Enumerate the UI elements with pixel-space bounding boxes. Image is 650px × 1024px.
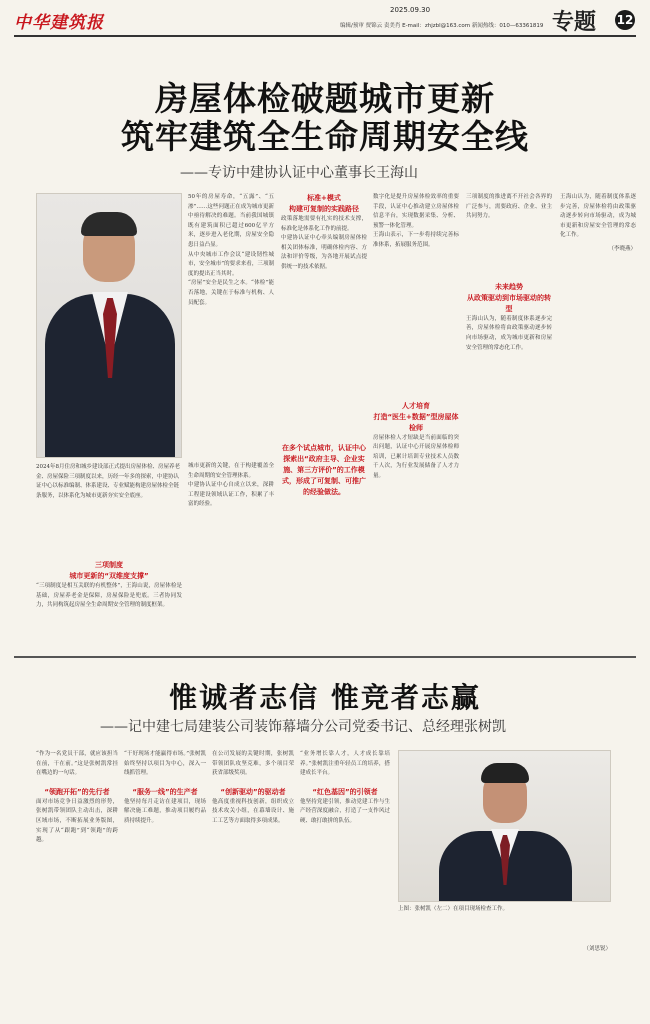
- paragraph: 他坚持党建引领，推动党建工作与生产经营深度融合，打造了一支作风过硬、敢打敢拼的队伍。: [300, 798, 390, 824]
- paragraph: “房屋”安全是民生之本。“体检”能否落地，关键在于标准与机构、人员配套。: [188, 280, 274, 306]
- paragraph: “业务增长靠人才，人才成长靠培养。”张树凯注重年轻员工的培养，搭建成长平台。: [300, 751, 390, 777]
- newspaper-logo: 中华建筑报: [14, 13, 104, 33]
- subhead: 城市更新的“双维度支撑”: [69, 572, 149, 580]
- paragraph: 王海山认为，随着制度体系逐步完善，房屋体检将由政策驱动逐步转向市场驱动，成为城市更新和房屋安全管理的常态化工作。: [466, 315, 552, 351]
- article1-headline-line: 筑牢建筑全生命周期安全线: [121, 117, 529, 156]
- byline: （李晓燕）: [608, 245, 636, 252]
- paragraph: 三项制度的推进离不开社会各界的广泛参与，需要政府、企业、业主共同努力。: [466, 194, 552, 220]
- article2-headline: 惟诚者志信 惟竞者志赢: [169, 681, 481, 714]
- paragraph: “干好现场才能赢得市场。”张树凯始终坚持以项目为中心，深入一线抓管理。: [124, 751, 206, 777]
- subhead: 打造“医生+数据”型房屋体检师: [373, 412, 459, 432]
- caption-text: 上图：张树凯（左二）在项目现场检查工作。: [398, 906, 509, 912]
- paragraph: 数字化是提升房屋体检效率的重要手段，认证中心推动建立房屋体检信息平台，实现数据采集、分析、预警一体化管理。: [373, 194, 459, 229]
- portrait-hair: [481, 763, 529, 783]
- article2-column-4: [300, 750, 390, 1012]
- article-divider: [14, 656, 636, 658]
- editor-line: 编辑/预审 贾锦云 责美肖 E-mail：zhjzbl@163.com 新闻热线：010—63361819: [340, 23, 544, 29]
- article1-subtitle: ——专访中建协认证中心董事长王海山: [180, 165, 418, 181]
- paragraph: 中建协认证中心自成立以来，深耕工程建设领域认证工作，积累了丰富的经验。: [188, 482, 274, 508]
- paragraph: 50年的房屋寿命，“五露”、“五渗”……这些问题正在成为城市更新中亟待解决的难题。当前我国城镇既有建筑面积已超过600亿平方米，逐步进入老化期，房屋安全隐患日益凸显。: [188, 194, 274, 248]
- article1-column-6: [560, 193, 636, 650]
- paragraph: 王海山认为，随着制度体系逐步完善，房屋体检将由政策驱动逐步转向市场驱动，成为城市更新和房屋安全管理的常态化工作。: [560, 194, 636, 239]
- subhead: 在多个试点城市，认证中心探索出“政府主导、企业实施、第三方评价”的工作模式，形成了可复制、可推广的经验做法。: [282, 443, 366, 496]
- byline: （刘思锐）: [583, 945, 611, 952]
- paragraph: 他高度重视科技创新，组织成立技术攻关小组，在幕墙设计、施工工艺等方面取得多项成果。: [212, 798, 294, 824]
- article2-column-1: [36, 750, 118, 1012]
- subhead: 未来趋势: [495, 282, 523, 291]
- article1-headline: [0, 80, 650, 156]
- paragraph: 从中央城市工作会议“建设韧性城市，安全城市”的要求来看，三项制度的提出正当其时。: [188, 251, 274, 277]
- subhead: 构建可复制的实践路径: [289, 205, 359, 213]
- paragraph: 面对市场竞争日益激烈的形势，张树凯带领团队主动出击，深耕区域市场，不断拓展业务版图，实现了从“跟跑”到“领跑”的跨越。: [36, 798, 118, 844]
- article1-column-1b: [36, 560, 182, 650]
- subhead: 标准+模式: [307, 194, 341, 202]
- paragraph: “作为一名党员干部，就应该担当在前，干在前。”这是张树凯常挂在嘴边的一句话。: [36, 751, 118, 777]
- article1-column-5: [466, 193, 552, 650]
- article1-column-1: [188, 193, 274, 458]
- paragraph: 在公司发展的关键时期，张树凯带领团队攻坚克难，多个项目荣获省部级奖项。: [212, 751, 294, 777]
- subhead: “领跑开拓”的先行者: [44, 787, 110, 796]
- paragraph: 政策落地需要有扎实的技术支撑，标准化是体系化工作的前提。: [281, 216, 367, 232]
- portrait-hair: [81, 212, 137, 236]
- section-title: 专题: [552, 10, 597, 35]
- article2-photo-caption: [398, 905, 611, 954]
- paragraph: 中建协认证中心牵头编制房屋体检相关团体标准，明确体检内容、方法和评价等级，为各地开展试点提供统一的技术依据。: [281, 235, 367, 270]
- header-rule: [14, 35, 636, 37]
- article1-column-2: [188, 462, 274, 650]
- subhead: “创新驱动”的驱动者: [220, 787, 286, 796]
- subhead: “服务一线”的生产者: [132, 787, 198, 796]
- article2-column-2: [124, 750, 206, 1012]
- article1-photo-caption: 2024年8月住房和城乡建设部正式提出房屋体检、房屋养老金、房屋保险三项制度以来，历经一年多的探索，中建协认证中心以标准编制、体系建设、专业赋能构建房屋体检全链条服务，以体系化为城市更新夯实安全底座。: [36, 464, 180, 499]
- article1-portrait-photo: [36, 193, 182, 458]
- article1-headline-line: 房屋体检破题城市更新: [155, 79, 495, 118]
- article1-column-3: [281, 193, 367, 650]
- issue-date: 2025.09.30: [390, 6, 431, 14]
- paragraph: 城市更新的关键，在于构建覆盖全生命周期的安全管理体系。: [188, 463, 274, 479]
- subhead: 从政策驱动到市场驱动的转型: [467, 293, 551, 313]
- paragraph: 他坚持每月走访在建项目，现场解决施工难题，推动项目履约品质持续提升。: [124, 798, 206, 824]
- article2-column-3: [212, 750, 294, 1012]
- page-number-badge: 12: [615, 10, 635, 30]
- paragraph: 王海山表示，下一步将持续完善标准体系，拓展服务范围。: [373, 232, 459, 248]
- subhead: 三项制度: [95, 561, 123, 569]
- article2-portrait-photo: [398, 750, 611, 902]
- paragraph: 房屋体检人才短缺是当前面临的突出问题，认证中心开展房屋体检师培训，已累计培训专业技术人员数千人次，为行业发展储备了人才力量。: [373, 434, 459, 479]
- article1-column-4: [373, 193, 459, 650]
- subhead: 人才培育: [402, 401, 430, 410]
- subhead: “红色基因”的引领者: [312, 787, 378, 796]
- article2-subtitle: ——记中建七局建装公司装饰幕墙分公司党委书记、总经理张树凯: [100, 719, 506, 735]
- paragraph: “三项制度是相互关联的有机整体”，王海山说，房屋体检是基础，房屋养老金是保障，房屋保险是兜底。三者协同发力，共同构筑起房屋全生命周期安全管理的制度框架。: [36, 583, 182, 609]
